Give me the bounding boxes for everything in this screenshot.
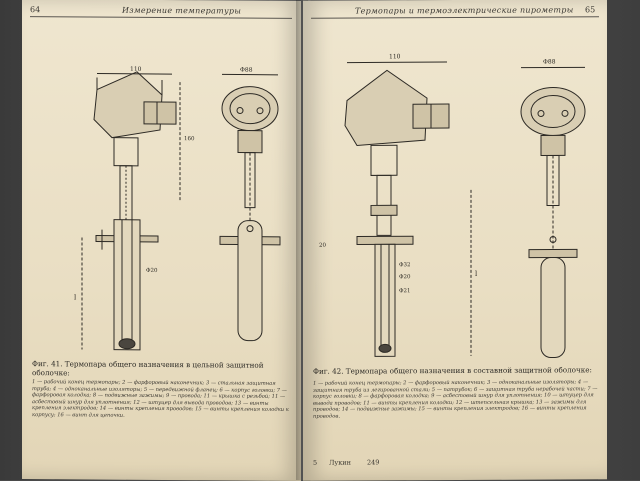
- figure-41-drawing: [42, 59, 302, 361]
- left-running-head: Измерение температуры: [122, 6, 241, 16]
- figure-42-caption: Фиг. 42. Термопара общего назначения в составной защитной оболочке:: [313, 365, 599, 375]
- right-running-head: Термопары и термоэлектрические пирометры: [355, 5, 574, 15]
- dim-160-left: 160: [184, 136, 195, 142]
- figure-41-legend: 1 — рабочий конец термопары; 2 — фарфоровый наконечник; 3 — стальная защитная труба; 4 — одноканальные изоляторы; 5 — передвижной фланец; 6 — корпус головки; 7 — фарфоровая колодка; 8 — подвижные зажимы; 9 — провода; 11 — крышка с резьбой; 11 — асбестовый шнур для уплотнения; 12 — штуцер для вывода проводов; 13 — винты крепления электродов; 14 — винты крепления проводов; 15 — винты крепления колодки к корпусу; 16 — винт для цепочки.: [32, 379, 294, 420]
- dim-phi88-right: Φ88: [543, 58, 556, 65]
- dim-110-right: 110: [389, 53, 401, 60]
- footer-print-number: 249: [367, 458, 379, 466]
- figure-42-legend: 1 — рабочий конец термопары; 2 — фарфоровый наконечник; 3 — одноканальные изоляторы; 4 — защитная труба из легированной стали; 5 — патрубок; 6 — защитная труба нерабочей части; 7 — корпус головки; 8 — фарфоровая колодка; 9 — асбестовый шнур для уплотнения; 10 — штуцер для вывода проводов; 11 — винты крепления колодки; 12 — штепсельная крышка; 13 — зажимы для проводов; 14 — подвижные зажимы; 15 — винты крепления электродов; 16 — винты крепления проводов.: [313, 379, 599, 420]
- left-header-rule: [30, 16, 292, 19]
- right-header-rule: [311, 16, 599, 19]
- dim-phi20-left: Φ20: [146, 268, 158, 274]
- dim-phi21-right: Φ21: [399, 288, 411, 294]
- dim-l-right: l: [475, 270, 478, 278]
- figure-42-drawing: [317, 39, 607, 361]
- right-page-number: 65: [585, 5, 595, 14]
- footer-author: Лукин: [329, 459, 351, 467]
- dim-phi20-right: Φ20: [399, 274, 411, 280]
- dim-phi88-left: Φ88: [240, 67, 253, 74]
- left-page: [22, 0, 301, 481]
- left-page-number: 64: [30, 5, 40, 14]
- dim-110-left: 110: [130, 66, 142, 73]
- right-page: [303, 0, 607, 481]
- dim-20-right: 20: [319, 243, 326, 249]
- dim-phi32-right: Φ32: [399, 262, 411, 268]
- figure-41-caption: Фиг. 41. Термопара общего назначения в цельной защитной оболочке:: [32, 359, 294, 379]
- footer-signature-number: 5: [313, 459, 317, 467]
- dim-l-left: l: [74, 293, 77, 301]
